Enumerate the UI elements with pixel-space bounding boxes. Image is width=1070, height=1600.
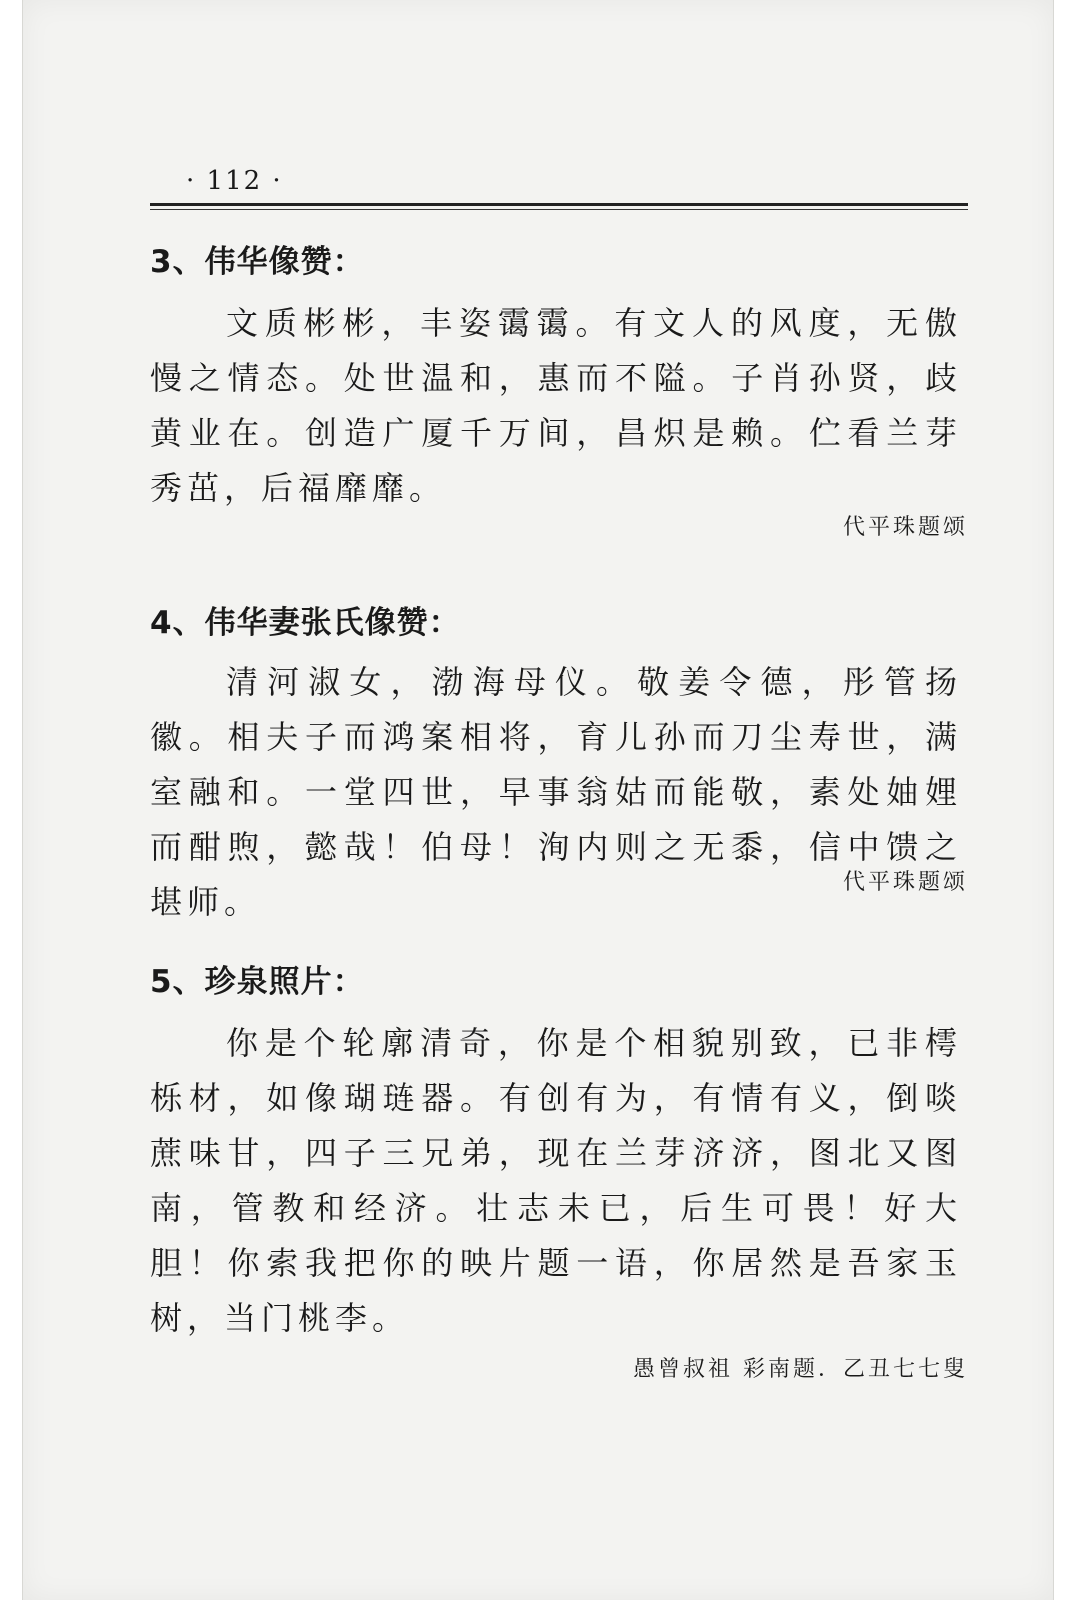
section-signature: 愚曾叔祖 彩南题．乙丑七七叟 <box>633 1357 968 1382</box>
section-title: 3、伟华像赞： <box>150 244 365 280</box>
section-body: 你是个轮廓清奇，你是个相貌别致，已非樗栎材，如像瑚琏器。有创有为，有情有义，倒啖蔗味甘，四子三兄弟，现在兰芽济济，图北又图南，管教和经济。壮志未已，后生可畏！好大胆！你索我把你的映片题一语，你居然是吾家玉树，当门桃李。 <box>150 1024 962 1337</box>
section-signature: 代平珠题颂 <box>842 515 968 540</box>
header-rule-thin <box>150 209 968 210</box>
section-weihua-portrait <box>150 242 968 540</box>
section-title: 4、伟华妻张氏像赞： <box>150 605 461 641</box>
header-rule-thick <box>150 203 968 206</box>
section-zhenquan-photo <box>150 962 968 1382</box>
page-header <box>150 166 970 202</box>
section-body: 文质彬彬，丰姿霭霭。有文人的风度，无傲慢之情态。处世温和，惠而不隘。子肖孙贤，歧黄业在。创造广厦千万间，昌炽是赖。伫看兰芽秀茁，后福靡靡。 <box>150 304 962 507</box>
section-weihua-wife-portrait <box>150 603 968 930</box>
section-title: 5、珍泉照片： <box>150 964 365 1000</box>
section-body: 清河淑女，渤海母仪。敬姜令德，彤管扬徽。相夫子而鸿案相将，育儿孙而刀尘寿世，满室融和。一堂四世，早事翁姑而能敬，素处妯娌而酣煦，懿哉！伯母！洵内则之无黍，信中馈之堪师。 <box>150 663 962 921</box>
section-signature: 代平珠题颂 <box>842 870 968 895</box>
page-number: · 112 · <box>186 166 283 196</box>
